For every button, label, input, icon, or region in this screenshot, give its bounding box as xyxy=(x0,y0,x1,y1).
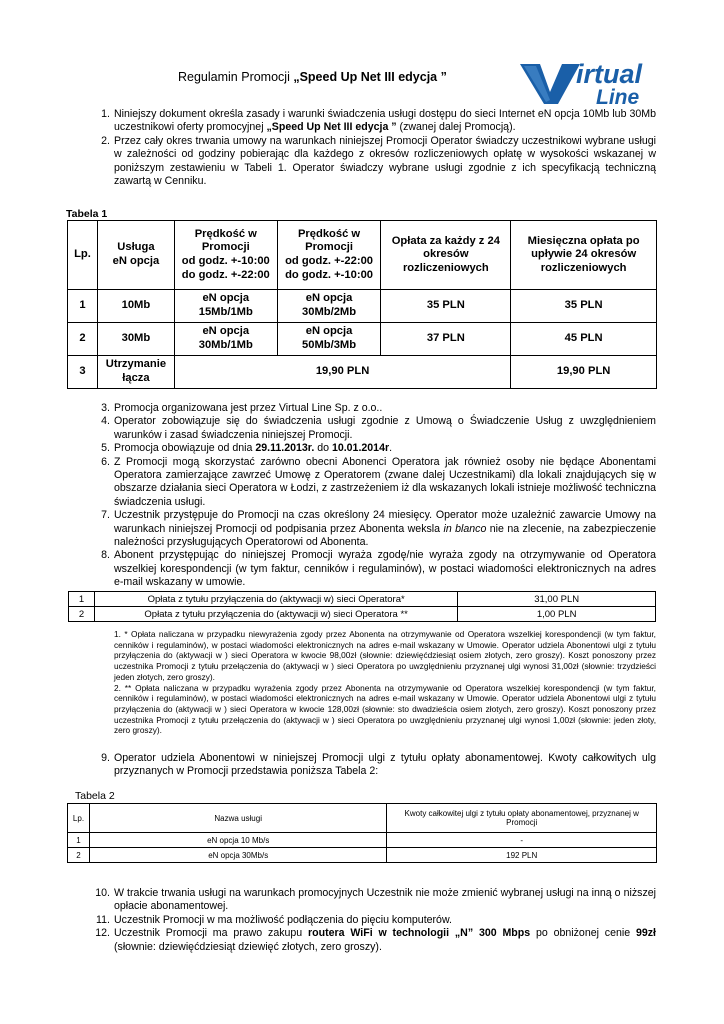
header-lp: Lp. xyxy=(68,804,90,833)
cell-name: Opłata z tytułu przyłączenia do (aktywacji w) sieci Operatora* xyxy=(94,592,457,607)
cell-value: 192 PLN xyxy=(387,848,657,863)
final-list xyxy=(95,887,656,954)
conditions-list xyxy=(101,402,657,590)
list-item: 4. Operator zobowiązuje się do świadczenia usługi zgodnie z Umową o Świadczenie Usług z uwzględnieniem warunków i zasad świadczenia niniejszej Promocji. xyxy=(101,415,656,441)
cell-fee: 35 PLN xyxy=(381,290,511,323)
table-header-row xyxy=(68,804,657,833)
footnote: 1. * Opłata naliczana w przypadku niewyrażenia zgody przez Abonenta na otrzymywanie od Operatora wszelkiej korespondencji (w tym faktur, cenników i regulaminów), w postaci wiadomości elektronicznych na adres e-mail wskazany w Umowie. Operator udziela Abonentowi ulgi z tytułu przyłączenia do (aktywacji w ) sieci Operatora w kwocie 98,00zł (słownie: dziewięćdziesiąt osiem złotych, zero groszy). Koszt ponoszony przez uczestnika Promocji z tytułu przełączenia do (aktywacji w ) sieci Operatora po uwzględnieniu przyznanej ulgi wynosi 31,00zł (słownie: trzydzieści jeden złotych, zero groszy). xyxy=(114,629,656,682)
list-item: 8. Abonent przystępując do niniejszej Promocji wyraża zgodę/nie wyraża zgody na otrzymywanie od Operatora wszelkiej korespondencji (w tym faktur, cenników i regulaminów), w postaci wiadomości elektronicznych na adres e-mail wskazany w umowie. xyxy=(101,549,656,589)
cell-monthly: 45 PLN xyxy=(511,323,657,356)
cell-lp: 1 xyxy=(68,290,98,323)
table-row xyxy=(68,356,657,389)
cell-name: Opłata z tytułu przyłączenia do (aktywacji w) sieci Operatora ** xyxy=(94,607,457,622)
logo-text-top: irtual xyxy=(576,59,643,89)
cell-speed-night: eN opcja 50Mb/3Mb xyxy=(277,323,381,356)
cell-name: eN opcja 30Mb/s xyxy=(89,848,386,863)
cell-price: 31,00 PLN xyxy=(458,592,656,607)
cell-name: eN opcja 10 Mb/s xyxy=(89,833,386,848)
cell-fee: 37 PLN xyxy=(381,323,511,356)
cell-service: Utrzymanie łącza xyxy=(97,356,174,389)
header-monthly: Miesięczna opłata po upływie 24 okresów rozliczeniowych xyxy=(511,221,657,290)
footnote: 2. ** Opłata naliczana w przypadku wyrażenia zgody przez Abonenta na otrzymywanie od Operatora wszelkiej korespondencji (w tym faktur, cenników i regulaminów), w postaci wiadomości elektronicznych na adres e-mail wskazany w Umowie. Operator udziela Abonentowi ulgi z tytułu przyłączenia do (aktywacji w ) sieci Operatora w kwocie 128,00zł (słownie: sto dwadzieścia osiem złotych, zero groszy). Koszt ponoszony przez uczestnika Promocji z tytułu przełączenia do (aktywacji w ) sieci Operatora po uwzględnieniu przyznanej ulgi wynosi 1,00zł (słownie: jeden złoty, zero groszy). xyxy=(114,682,656,736)
table-row xyxy=(69,592,656,607)
cell-lp: 2 xyxy=(69,607,95,622)
list-item: 5. Promocja obowiązuje od dnia 29.11.2013r. do 10.01.2014r. xyxy=(101,442,393,455)
list-item: 12. Uczestnik Promocji ma prawo zakupu routera WiFi w technologii „N” 300 Mbps po obniżonej cenie 99zł (słownie: dziewięćdziesiąt dziewięć złotych, zero groszy). xyxy=(95,927,656,953)
table-row xyxy=(69,607,656,622)
tariff-table xyxy=(67,220,657,389)
header-lp: Lp. xyxy=(68,221,98,290)
cell-price: 1,00 PLN xyxy=(458,607,656,622)
cell-speed-night: eN opcja 30Mb/2Mb xyxy=(277,290,381,323)
list-item: 6. Z Promocji mogą skorzystać zarówno obecni Abonenci Operatora jak również osoby nie będące Abonentami Operatora zamierzające zawrzeć Umowę z Operatorem (zwane dalej Uczestnikami) dla lokali znajdujących się w obszarze działania sieci Operatora w Łodzi, z zastrzeżeniem iż dla wskazanych lokali istnieje możliwość techniczna świadczenia usługi. xyxy=(101,455,656,508)
table-row xyxy=(68,290,657,323)
table-row xyxy=(68,323,657,356)
header-value: Kwoty całkowitej ulgi z tytułu opłaty abonamentowej, przyznanej w Promocji xyxy=(387,804,657,833)
intro-list xyxy=(101,108,656,188)
header-name: Nazwa usługi xyxy=(89,804,386,833)
cell-service: 10Mb xyxy=(97,290,174,323)
cell-monthly: 19,90 PLN xyxy=(511,356,657,389)
list-item: 10. W trakcie trwania usługi na warunkach promocyjnych Uczestnik nie może zmienić wybranej usługi na inną o niższej opłacie abonamentowej. xyxy=(95,887,656,913)
cell-lp: 2 xyxy=(68,848,90,863)
table1-label: Tabela 1 xyxy=(66,208,108,220)
virtual-line-logo xyxy=(516,56,676,106)
cell-service: 30Mb xyxy=(97,323,174,356)
cell-value: - xyxy=(387,833,657,848)
header-fee: Opłata za każdy z 24 okresów rozliczeniowych xyxy=(381,221,511,290)
table-row xyxy=(68,833,657,848)
list-item: 11. Uczestnik Promocji w ma możliwość podłączenia do pięciu komputerów. xyxy=(96,913,452,926)
cell-lp: 1 xyxy=(68,833,90,848)
discount-table xyxy=(67,803,657,863)
header-service: Usługa eN opcja xyxy=(97,221,174,290)
fees-table xyxy=(68,591,656,622)
list-item: 3. Promocja organizowana jest przez Virtual Line Sp. z o.o.. xyxy=(101,402,383,414)
cell-speed-day: eN opcja 15Mb/1Mb xyxy=(174,290,277,323)
list-item: 9. Operator udziela Abonentowi w niniejszej Promocji ulgi z tytułu opłaty abonamentowej. Kwoty całkowitych ulg przyznanych w Promocji przedstawia poniższa Tabela 2: xyxy=(101,752,656,778)
cell-speed-day: eN opcja 30Mb/1Mb xyxy=(174,323,277,356)
cell-lp: 1 xyxy=(69,592,95,607)
cell-lp: 3 xyxy=(68,356,98,389)
header-speed-day: Prędkość w Promocji od godz. +-10:00 do godz. +-22:00 xyxy=(174,221,277,290)
cell-lp: 2 xyxy=(68,323,98,356)
list-item: 2. Przez cały okres trwania umowy na warunkach niniejszej Promocji Operator świadczy uczestnikowi wybrane usługi w zależności od godziny pobierając dla każdego z okresów rozliczeniowych opłatę w wysokości wskazanej w poniższym zestawieniu w Tabeli 1. Operator świadczy wybrane usługi zgodnie z ich specyfikacją techniczną zawartą w Cenniku. xyxy=(101,134,656,188)
discount-point xyxy=(101,752,656,779)
header-speed-night: Prędkość w Promocji od godz. +-22:00 do godz. +-10:00 xyxy=(277,221,381,290)
table-row xyxy=(68,848,657,863)
footnotes xyxy=(114,629,656,736)
cell-monthly: 35 PLN xyxy=(511,290,657,323)
document-title: Regulamin Promocji „Speed Up Net III edycja ” xyxy=(178,70,447,84)
table2-label: Tabela 2 xyxy=(75,790,115,802)
list-item: 1. Niniejszy dokument określa zasady i warunki świadczenia usługi dostępu do sieci Internet eN opcja 10Mb lub 30Mb uczestnikowi oferty promocyjnej „Speed Up Net III edycja ” (zwanej dalej Promocją). xyxy=(101,108,656,134)
list-item: 7. Uczestnik przystępuje do Promocji na czas określony 24 miesięcy. Operator może uzależnić zawarcie Umowy na warunkach niniejszej Promocji od podpisania przez Abonenta weksla in blanco nie na zlecenie, na zabezpieczenie należności przysługujących Operatorowi od Abonenta. xyxy=(101,509,657,549)
logo-text-bottom: Line xyxy=(596,86,640,106)
table-header-row xyxy=(68,221,657,290)
cell-fee: 19,90 PLN xyxy=(174,356,510,389)
